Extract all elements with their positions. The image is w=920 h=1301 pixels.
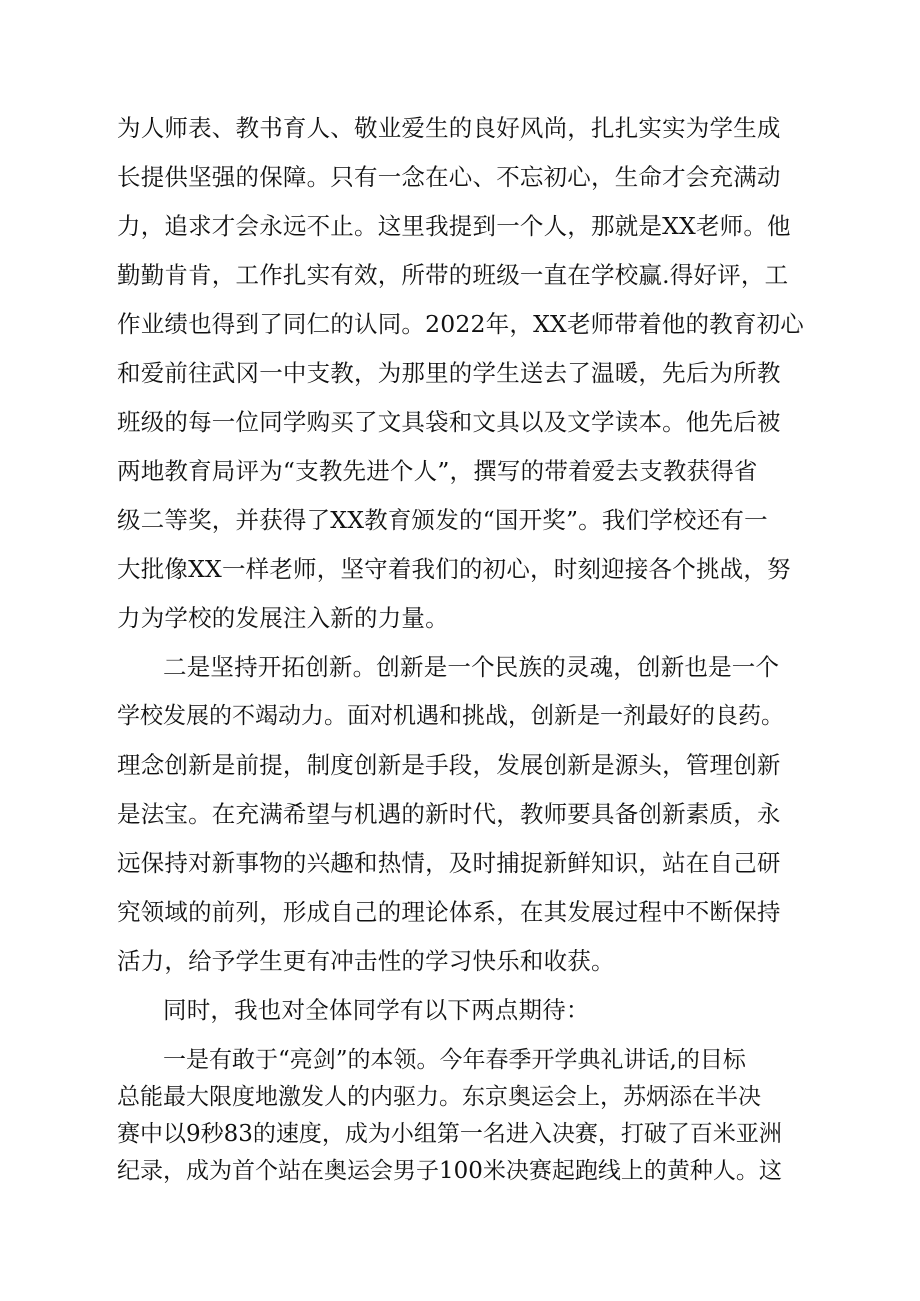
text-line: 同时，我也对全体同学有以下两点期待： [163,996,590,1024]
text-line: 和爱前往武冈一中支教，为那里的学生送去了温暖，先后为所教 [117,359,781,387]
text-line: 远保持对新事物的兴趣和热情，及时捕捉新鲜知识，站在自己研 [117,849,781,877]
text-line: 作业绩也得到了同仁的认同。2022年，XX老师带着他的教育初心 [117,310,804,338]
text-line: 两地教育局评为“支教先进个人”，撰写的带着爱去支教获得省 [117,457,758,485]
text-line: 究领域的前列，形成自己的理论体系，在其发展过程中不断保持 [117,898,781,926]
text-line: 理念创新是前提，制度创新是手段，发展创新是源头，管理创新 [117,751,781,779]
text-line: 总能最大限度地激发人的内驱力。东京奥运会上，苏炳添在半决 [117,1084,761,1110]
text-line: 勤勤肯肯，工作扎实有效，所带的班级一直在学校赢.得好评，工 [117,261,789,289]
text-line: 力为学校的发展注入新的力量。 [117,604,449,632]
text-line: 活力，给予学生更有冲击性的学习快乐和收获。 [117,947,615,975]
text-line: 力，追求才会永远不止。这里我提到一个人，那就是XX老师。他 [117,212,791,240]
text-line: 纪录，成为首个站在奥运会男子100米决赛起跑线上的黄种人。这 [117,1158,782,1184]
text-line: 学校发展的不竭动力。面对机遇和挑战，创新是一剂最好的良药。 [117,703,784,729]
text-line: 二是坚持开拓创新。创新是一个民族的灵魂，创新也是一个 [163,653,780,681]
text-line: 大批像XX一样老师，坚守着我们的初心，时刻迎接各个挑战，努 [117,555,791,583]
text-line: 级二等奖，并获得了XX教育颁发的“国开奖”。我们学校还有一 [117,506,768,534]
text-line: 一是有敢于“亮剑”的本领。今年春季开学典礼讲话,的目标 [163,1047,746,1073]
text-line: 赛中以9秒83的速度，成为小组第一名进入决赛，打破了百米亚洲 [117,1121,782,1147]
text-line: 班级的每一位同学购买了文具袋和文具以及文学读本。他先后被 [117,408,781,436]
text-line: 是法宝。在充满希望与机遇的新时代，教师要具备创新素质，永 [117,800,781,828]
text-line: 为人师表、教书育人、敬业爱生的良好风尚，扎扎实实为学生成 [117,114,781,142]
text-line: 长提供坚强的保障。只有一念在心、不忘初心，生命才会充满动 [117,163,781,191]
